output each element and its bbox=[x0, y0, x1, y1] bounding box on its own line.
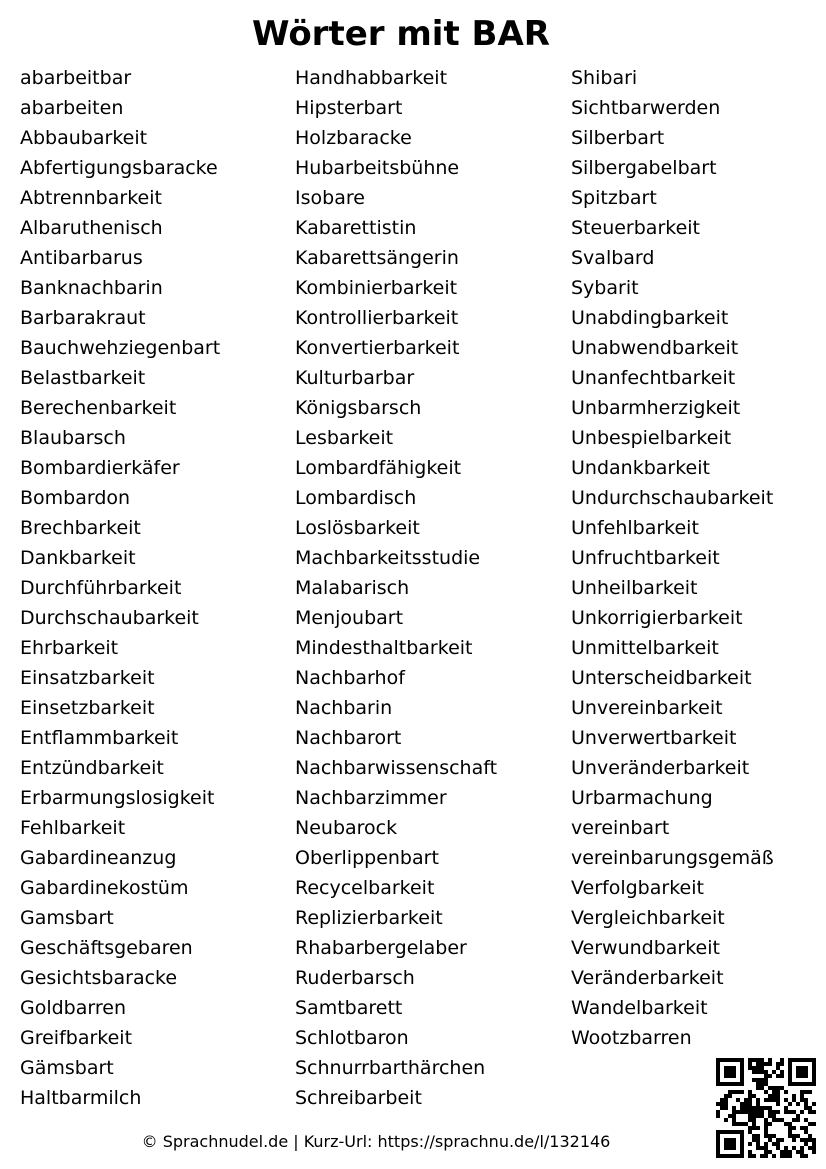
word-list-item: Gesichtsbaracke bbox=[20, 967, 178, 989]
word-list-item: Schlotbaron bbox=[295, 1027, 409, 1049]
word-list-item: Unbespielbarkeit bbox=[571, 427, 732, 449]
word-list-item: Banknachbarin bbox=[20, 277, 163, 299]
word-list-item: Kulturbarbar bbox=[295, 367, 415, 389]
word-list-item: Machbarkeitsstudie bbox=[295, 547, 481, 569]
word-list-item: Nachbarzimmer bbox=[295, 787, 447, 809]
word-list-item: Abtrennbarkeit bbox=[20, 187, 162, 209]
word-list-item: Ruderbarsch bbox=[295, 967, 415, 989]
word-list-item: Malabarisch bbox=[295, 577, 410, 599]
word-list-item: Schreibarbeit bbox=[295, 1087, 422, 1109]
word-list-item: Albaruthenisch bbox=[20, 217, 163, 239]
word-list-item: Brechbarkeit bbox=[20, 517, 141, 539]
word-list-item: Handhabbarkeit bbox=[295, 67, 448, 89]
word-list-item: Nachbarhof bbox=[295, 667, 405, 689]
word-list-item: Durchschaubarkeit bbox=[20, 607, 199, 629]
word-list-item: Silberbart bbox=[571, 127, 665, 149]
word-list-item: Unabdingbarkeit bbox=[571, 307, 729, 329]
word-list-item: Unbarmherzigkeit bbox=[571, 397, 741, 419]
word-list-item: Hipsterbart bbox=[295, 97, 403, 119]
word-list-item: Fehlbarkeit bbox=[20, 817, 126, 839]
word-list-item: Nachbarwissenschaft bbox=[295, 757, 498, 779]
word-list-item: Loslösbarkeit bbox=[295, 517, 420, 539]
word-list-item: Konvertierbarkeit bbox=[295, 337, 460, 359]
word-list-item: Erbarmungslosigkeit bbox=[20, 787, 215, 809]
word-list-item: Wandelbarkeit bbox=[571, 997, 708, 1019]
word-list-item: Verwundbarkeit bbox=[571, 937, 720, 959]
word-list-item: Holzbaracke bbox=[295, 127, 412, 149]
word-list-item: Einsetzbarkeit bbox=[20, 697, 155, 719]
word-list-item: Menjoubart bbox=[295, 607, 404, 629]
word-list-item: Bombardierkäfer bbox=[20, 457, 180, 479]
word-list-item: Hubarbeitsbühne bbox=[295, 157, 460, 179]
word-list-item: Veränderbarkeit bbox=[571, 967, 724, 989]
word-list-item: Shibari bbox=[571, 67, 638, 89]
word-list-item: Geschäftsgebaren bbox=[20, 937, 193, 959]
word-list-item: Svalbard bbox=[571, 247, 655, 269]
word-list-item: Dankbarkeit bbox=[20, 547, 136, 569]
word-list-item: Replizierbarkeit bbox=[295, 907, 443, 929]
word-list-item: Schnurrbarthärchen bbox=[295, 1057, 486, 1079]
word-list-item: Spitzbart bbox=[571, 187, 657, 209]
word-list-item: Gabardinekostüm bbox=[20, 877, 189, 899]
word-list-item: Abfertigungsbaracke bbox=[20, 157, 218, 179]
word-list-item: Ehrbarkeit bbox=[20, 637, 119, 659]
word-list-item: Gamsbart bbox=[20, 907, 114, 929]
word-list-item: abarbeiten bbox=[20, 97, 124, 119]
word-list-item: Vergleichbarkeit bbox=[571, 907, 725, 929]
word-list-item: abarbeitbar bbox=[20, 67, 132, 89]
word-list-item: Antibarbarus bbox=[20, 247, 143, 269]
word-list-item: Sybarit bbox=[571, 277, 639, 299]
word-list-item: Entflammbarkeit bbox=[20, 727, 179, 749]
word-list-item: Durchführbarkeit bbox=[20, 577, 182, 599]
word-list-item: Bombardon bbox=[20, 487, 131, 509]
word-list-item: Kabarettistin bbox=[295, 217, 417, 239]
word-list-item: Samtbarett bbox=[295, 997, 403, 1019]
word-list-item: Greifbarkeit bbox=[20, 1027, 133, 1049]
word-list-item: Lombardisch bbox=[295, 487, 417, 509]
word-list-item: Unheilbarkeit bbox=[571, 577, 698, 599]
word-list-item: Silbergabelbart bbox=[571, 157, 717, 179]
word-list-item: Unfehlbarkeit bbox=[571, 517, 699, 539]
word-list-item: Abbaubarkeit bbox=[20, 127, 148, 149]
word-list-item: Rhabarbergelaber bbox=[295, 937, 467, 959]
word-list-item: Berechenbarkeit bbox=[20, 397, 177, 419]
word-list-item: Unfruchtbarkeit bbox=[571, 547, 720, 569]
word-list-item: Kombinierbarkeit bbox=[295, 277, 458, 299]
word-list-item: Einsatzbarkeit bbox=[20, 667, 155, 689]
word-list-item: Steuerbarkeit bbox=[571, 217, 701, 239]
word-list-item: Unmittelbarkeit bbox=[571, 637, 719, 659]
word-list-item: Bauchwehziegenbart bbox=[20, 337, 221, 359]
word-list-item: Verfolgbarkeit bbox=[571, 877, 704, 899]
word-list-item: Unanfechtbarkeit bbox=[571, 367, 736, 389]
word-list-item: Unveränderbarkeit bbox=[571, 757, 750, 779]
word-list-item: Goldbarren bbox=[20, 997, 126, 1019]
word-list-item: Königsbarsch bbox=[295, 397, 422, 419]
word-list-item: Unabwendbarkeit bbox=[571, 337, 739, 359]
word-list-item: Unterscheidbarkeit bbox=[571, 667, 752, 689]
word-list-item: Nachbarin bbox=[295, 697, 393, 719]
word-list-item: Lombardfähigkeit bbox=[295, 457, 462, 479]
word-list-item: Belastbarkeit bbox=[20, 367, 146, 389]
word-list-item: Sichtbarwerden bbox=[571, 97, 721, 119]
word-list-item: Lesbarkeit bbox=[295, 427, 394, 449]
word-list-item: Haltbarmilch bbox=[20, 1087, 142, 1109]
word-column-3 bbox=[571, 64, 774, 1054]
page-title: Wörter mit BAR bbox=[252, 14, 550, 54]
word-list-item: Unkorrigierbarkeit bbox=[571, 607, 743, 629]
word-list-item: Undurchschaubarkeit bbox=[571, 487, 774, 509]
word-list-item: Barbarakraut bbox=[20, 307, 146, 329]
word-list-item: Gabardineanzug bbox=[20, 847, 177, 869]
word-list-item: Unvereinbarkeit bbox=[571, 697, 723, 719]
word-list-item: Oberlippenbart bbox=[295, 847, 439, 869]
word-column-1 bbox=[20, 64, 220, 1114]
word-list-item: Recycelbarkeit bbox=[295, 877, 435, 899]
word-list-item: Neubarock bbox=[295, 817, 398, 839]
word-list-item: vereinbart bbox=[571, 817, 670, 839]
word-list-item: Mindesthaltbarkeit bbox=[295, 637, 473, 659]
word-list-item: Urbarmachung bbox=[571, 787, 713, 809]
word-list-item: vereinbarungsgemäß bbox=[571, 847, 774, 869]
word-list-item: Entzündbarkeit bbox=[20, 757, 164, 779]
word-list-item: Kabarettsängerin bbox=[295, 247, 459, 269]
word-list-item: Wootzbarren bbox=[571, 1027, 692, 1049]
word-list-item: Blaubarsch bbox=[20, 427, 126, 449]
word-list-item: Nachbarort bbox=[295, 727, 402, 749]
word-list-item: Kontrollierbarkeit bbox=[295, 307, 459, 329]
word-list-item: Isobare bbox=[295, 187, 365, 209]
word-list-item: Unverwertbarkeit bbox=[571, 727, 737, 749]
word-list-item: Gämsbart bbox=[20, 1057, 114, 1079]
footer-credit: © Sprachnudel.de | Kurz-Url: https://sprachnu.de/l/132146 bbox=[141, 1132, 611, 1151]
word-column-2 bbox=[295, 64, 497, 1114]
word-list-item: Undankbarkeit bbox=[571, 457, 710, 479]
